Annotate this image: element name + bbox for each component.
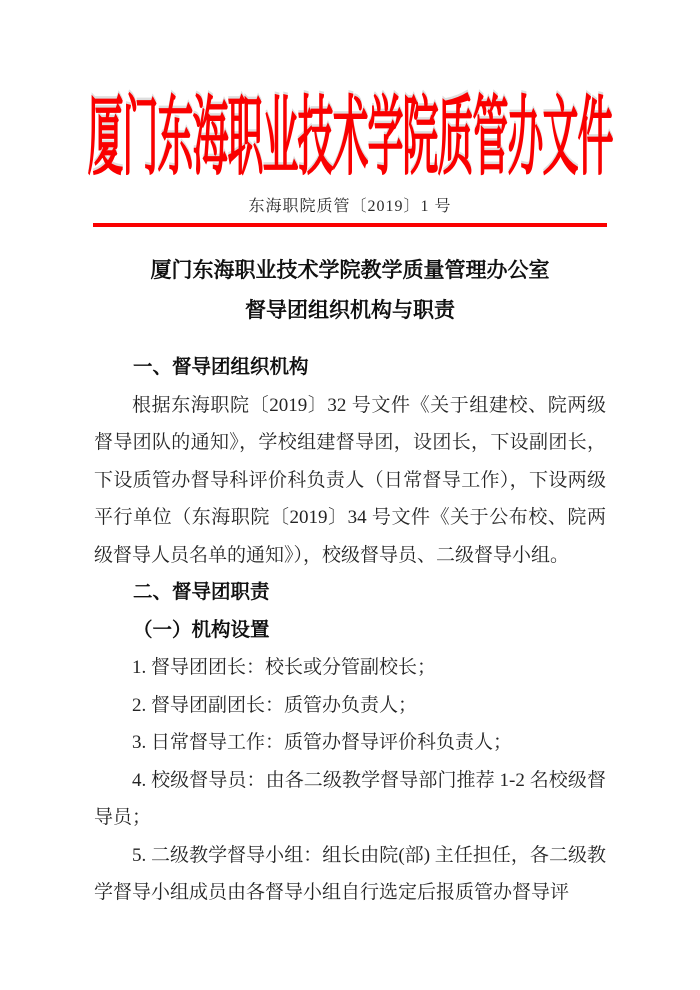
document-body — [0, 349, 700, 912]
document-title-line-2: 督导团组织机构与职责 — [245, 299, 455, 322]
letterhead-title: 厦门东海职业技术学院质管办文件 — [87, 89, 613, 185]
section-2-subheading: （一）机构设置 — [133, 618, 270, 641]
list-item-5: 5. 二级教学督导小组：组长由院(部) 主任担任，各二级教学督导小组成员由各督导小组自行选定后报质管办督导评 — [94, 844, 606, 903]
red-divider-line — [93, 223, 607, 227]
document-title-line-1: 厦门东海职业技术学院教学质量管理办公室 — [150, 259, 550, 282]
document-number: 东海职院质管〔2019〕1 号 — [248, 198, 452, 215]
list-item-2: 2. 督导团副团长：质管办负责人； — [132, 694, 418, 716]
section-2-heading: 二、督导团职责 — [133, 581, 270, 603]
letterhead-banner — [0, 83, 700, 185]
section-1-heading: 一、督导团组织机构 — [133, 356, 309, 378]
section-1-paragraph: 根据东海职院〔2019〕32 号文件《关于组建校、院两级督导团队的通知》，学校组建督导团，设团长，下设副团长，下设质管办督导科评价科负责人（日常督导工作），下设两级平行单位（东海职院〔2019〕34 号文件《关于公布校、院两级督导人员名单的通知》），校级督导员、二级督导小组。 — [94, 394, 606, 566]
list-item-4: 4. 校级督导员：由各二级教学督导部门推荐 1-2 名校级督导员； — [94, 769, 606, 828]
document-title — [0, 251, 700, 331]
list-item-3: 3. 日常督导工作：质管办督导评价科负责人； — [132, 732, 513, 753]
list-item-1: 1. 督导团团长：校长或分管副校长； — [132, 657, 437, 678]
